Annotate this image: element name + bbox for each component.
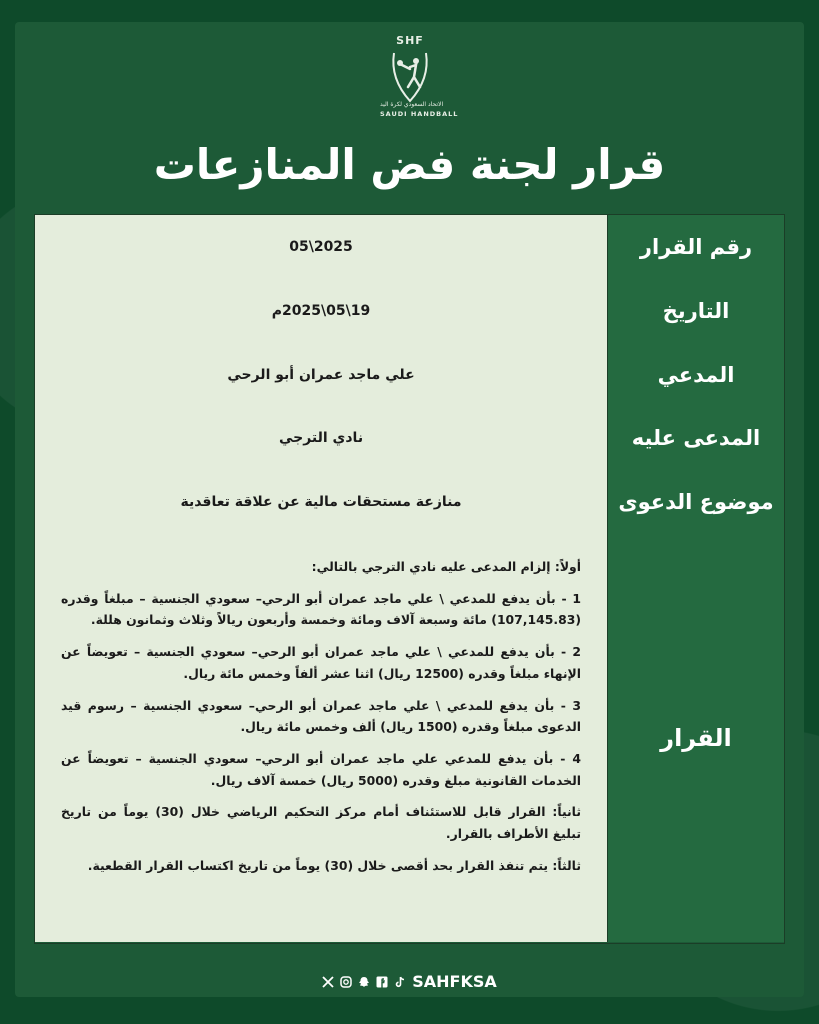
row-label: المدعى عليه bbox=[607, 406, 784, 470]
decision-paragraph: ثانياً: القرار قابل للاستئناف أمام مركز التحكيم الرياضي خلال (30) يوماً من تاريخ تبليغ الأطراف بالقرار. bbox=[61, 804, 581, 842]
decision-paragraph: 1 - بأن يدفع للمدعي \ علي ماجد عمران أبو الرحي– سعودي الجنسية – مبلغاً وقدره (107,145.83) مائة وسبعة آلاف ومائة وخمسة وأربعون ريالاً وثلاث وثمانون هللة. bbox=[61, 590, 581, 628]
decision-paragraph: 3 - بأن يدفع للمدعي \ علي ماجد عمران أبو الرحي– سعودي الجنسية – رسوم قيد الدعوى مبلغاً وقدره (1500 ريال) ألف وخمس مائة ريال. bbox=[61, 697, 581, 735]
row-value: 2025\05 bbox=[35, 215, 607, 279]
row-label: التاريخ bbox=[607, 279, 784, 343]
instagram-icon[interactable] bbox=[340, 976, 352, 988]
shf-logo bbox=[380, 34, 459, 124]
decision-paragraph: 2 - بأن يدفع للمدعي \ علي ماجد عمران أبو الرحي– سعودي الجنسية – تعويضاً عن الإنهاء مبلغاً وقدره (12500 ريال) اثنا عشر ألفاً وخمس مائة ريال. bbox=[61, 644, 581, 681]
snapchat-icon[interactable] bbox=[358, 976, 370, 988]
social-handle[interactable]: SAHFKSA bbox=[412, 972, 497, 991]
decision-row bbox=[35, 534, 784, 942]
social-links bbox=[322, 972, 497, 991]
decision-label: القرار bbox=[607, 534, 784, 942]
decision-paragraph: ثالثاً: يتم تنفذ القرار بحد أقصى خلال (30) يوماً من تاريخ اكتساب القرار القطعية. bbox=[87, 857, 581, 873]
table-row bbox=[35, 343, 784, 407]
logo-english-text: SAUDI HANDBALL bbox=[380, 110, 459, 118]
row-value: نادي الترجي bbox=[35, 406, 607, 470]
table-row bbox=[35, 279, 784, 344]
handball-player-icon bbox=[388, 49, 432, 105]
decision-paragraph: أولاً: إلزام المدعى عليه نادي الترجي بالتالي: bbox=[311, 559, 581, 574]
decision-text bbox=[35, 534, 607, 942]
row-value: منازعة مستحقات مالية عن علاقة تعاقدية bbox=[35, 470, 607, 534]
tiktok-icon[interactable] bbox=[394, 976, 406, 988]
row-label: موضوع الدعوى bbox=[607, 470, 784, 534]
x-icon[interactable] bbox=[322, 976, 334, 988]
row-label: رقم القرار bbox=[607, 215, 784, 279]
decision-paragraph: 4 - بأن يدفع للمدعي علي ماجد عمران أبو الرحي– سعودي الجنسية – تعويضاً عن الخدمات القانونية مبلغ وقدره (5000 ريال) خمسة آلاف ريال. bbox=[61, 750, 581, 788]
footer bbox=[0, 972, 819, 992]
table-row bbox=[35, 406, 784, 471]
logo-acronym: SHF bbox=[396, 34, 424, 47]
decision-table bbox=[34, 214, 785, 944]
table-row bbox=[35, 215, 784, 280]
row-value: 19\05\2025م bbox=[35, 279, 607, 343]
row-label: المدعي bbox=[607, 343, 784, 406]
facebook-icon[interactable] bbox=[376, 976, 388, 988]
page-title: قرار لجنة فض المنازعات bbox=[153, 140, 666, 189]
row-value: علي ماجد عمران أبو الرحي bbox=[35, 343, 607, 406]
logo-arabic-text: الاتحاد السعودي لكرة اليد bbox=[380, 101, 444, 108]
table-row bbox=[35, 470, 784, 535]
